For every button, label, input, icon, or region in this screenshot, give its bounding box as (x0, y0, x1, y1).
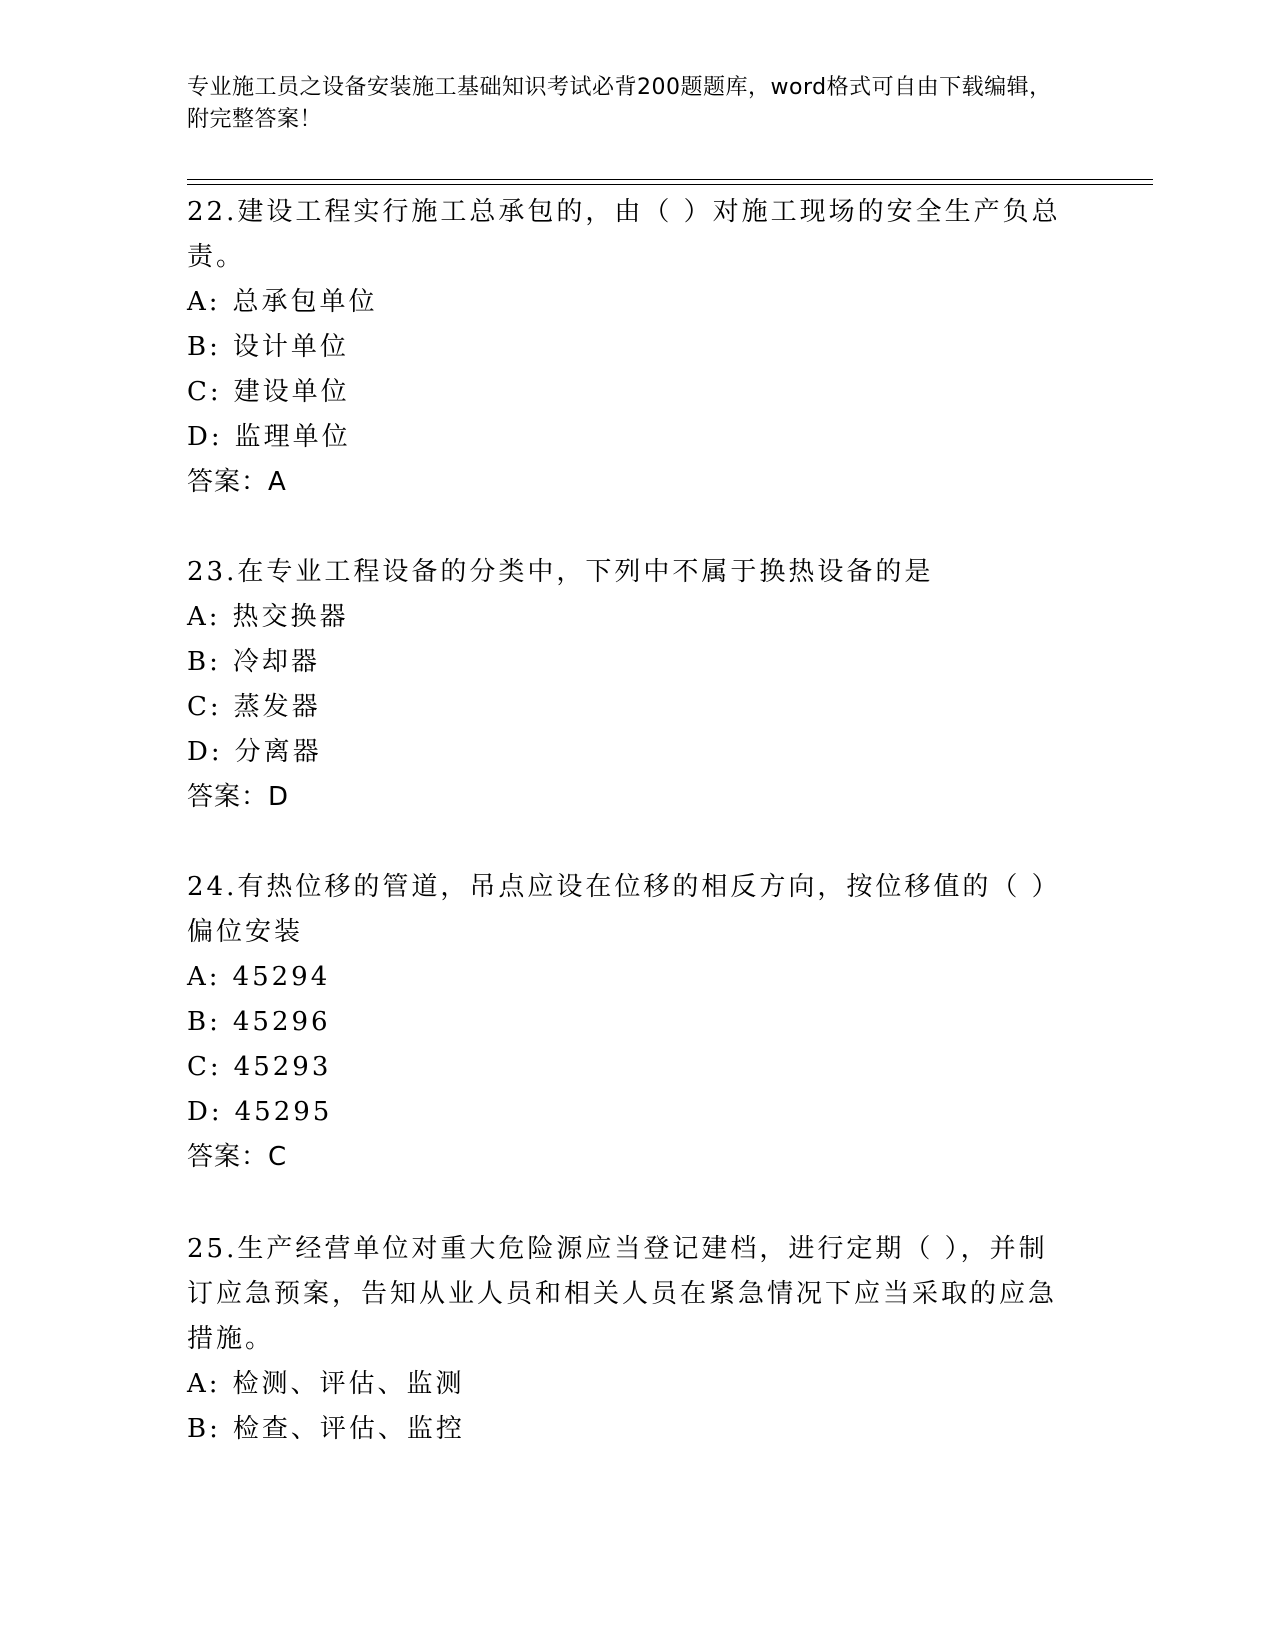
option-key: D: (187, 737, 223, 767)
question-24 (187, 865, 1067, 1180)
option-a (187, 955, 1067, 1000)
option-text: 建设单位 (233, 377, 350, 407)
option-key: B: (187, 1414, 221, 1444)
option-key: D: (187, 1097, 223, 1127)
question-25 (187, 1227, 1067, 1452)
option-key: A: (187, 1369, 221, 1399)
option-d (187, 1090, 1067, 1135)
option-text: 45296 (232, 1007, 331, 1037)
answer-line: 答案：C (187, 1142, 288, 1172)
option-c (187, 370, 1067, 415)
option-text: 45295 (234, 1097, 333, 1127)
option-text: 总承包单位 (232, 287, 378, 317)
question-stem: 24.有热位移的管道，吊点应设在位移的相反方向，按位移值的（ ）偏位安装 (187, 872, 1061, 947)
option-b (187, 640, 1067, 685)
option-text: 设计单位 (232, 332, 349, 362)
option-c (187, 685, 1067, 730)
option-b (187, 1000, 1067, 1045)
option-key: B: (187, 1007, 221, 1037)
option-key: C: (187, 377, 222, 407)
option-key: B: (187, 332, 221, 362)
option-key: B: (187, 647, 221, 677)
option-d (187, 415, 1067, 460)
option-a (187, 595, 1067, 640)
option-key: A: (187, 962, 221, 992)
option-text: 检测、评估、监测 (232, 1369, 465, 1399)
question-stem: 22.建设工程实行施工总承包的，由（ ）对施工现场的安全生产负总责。 (187, 197, 1061, 272)
answer-line: 答案：A (187, 467, 287, 497)
document-header: 专业施工员之设备安装施工基础知识考试必背200题题库，word格式可自由下载编辑，附完整答案！ (187, 75, 1052, 132)
option-c (187, 1045, 1067, 1090)
header-divider-bottom (187, 184, 1153, 185)
option-key: D: (187, 422, 223, 452)
option-a (187, 1362, 1067, 1407)
option-key: A: (187, 287, 221, 317)
option-b (187, 325, 1067, 370)
option-key: C: (187, 692, 222, 722)
option-text: 冷却器 (232, 647, 320, 677)
option-b (187, 1407, 1067, 1452)
option-text: 45294 (232, 962, 331, 992)
option-text: 热交换器 (232, 602, 349, 632)
option-a (187, 280, 1067, 325)
header-divider-top (187, 179, 1153, 180)
option-text: 检查、评估、监控 (232, 1414, 465, 1444)
question-stem: 25.生产经营单位对重大危险源应当登记建档，进行定期（ ），并制订应急预案，告知从业人员和相关人员在紧急情况下应当采取的应急措施。 (187, 1234, 1058, 1354)
option-text: 监理单位 (234, 422, 351, 452)
answer-line: 答案：D (187, 782, 290, 812)
option-text: 蒸发器 (233, 692, 321, 722)
question-stem: 23.在专业工程设备的分类中，下列中不属于换热设备的是 (187, 557, 934, 587)
question-22 (187, 190, 1067, 505)
question-23 (187, 550, 1067, 820)
option-d (187, 730, 1067, 775)
option-key: A: (187, 602, 221, 632)
option-text: 分离器 (234, 737, 322, 767)
option-key: C: (187, 1052, 222, 1082)
option-text: 45293 (233, 1052, 332, 1082)
